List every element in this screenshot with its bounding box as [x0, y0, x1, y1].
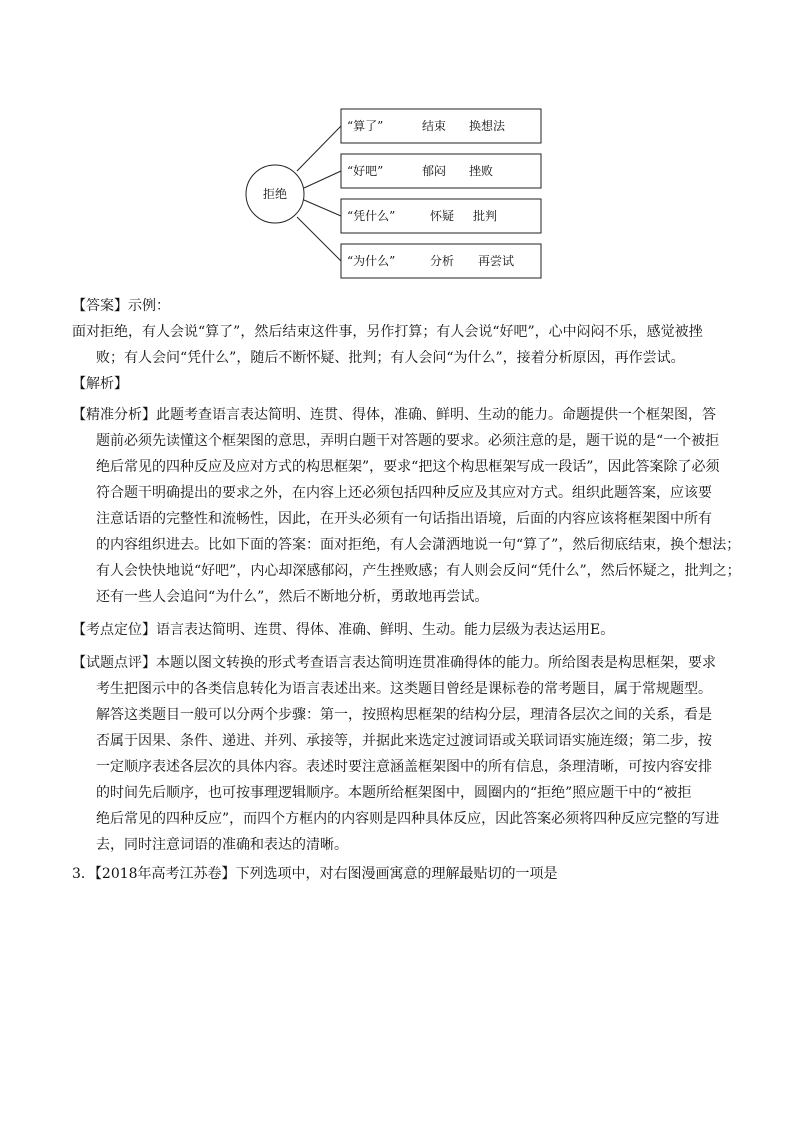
reaction-box-3	[341, 199, 541, 233]
precise-analysis-line: 题前必须先读懂这个框架图的意思，弄明白题干对答题的要求。必须注意的是，题干说的是“一个被拒	[96, 433, 720, 449]
precise-analysis-line: 符合题干明确提出的要求之外，在内容上还必须包括四种反应及其应对方式。组织此题答案，应该要	[96, 485, 712, 501]
answer-line: 败；有人会问“凭什么”，随后不断怀疑、批判；有人会问“为什么”，接着分析原因，再作尝试。	[96, 350, 685, 366]
reaction-box-1	[341, 109, 541, 143]
test-point-line: 【考点定位】语言表达简明、连贯、得体、准确、鲜明、生动。能力层级为表达运用E。	[72, 622, 615, 638]
svg-text:郁闷: 郁闷	[422, 164, 447, 178]
svg-text:挫败: 挫败	[469, 164, 494, 178]
precise-analysis-line: 注意话语的完整性和流畅性，因此，在开头必须有一句话指出语境，后面的内容应该将框架图中所有	[96, 511, 712, 527]
answer-label-tail: 示例：	[128, 298, 170, 314]
svg-text:再尝试: 再尝试	[478, 254, 515, 268]
comment-first-line: 【试题点评】本题以图文转换的形式考查语言表达简明连贯准确得体的能力。所给图表是构思框架，要求	[72, 655, 716, 671]
framework-diagram	[0, 0, 794, 290]
connector-line	[304, 200, 341, 216]
comment-line: 一定顺序表述各层次的具体内容。表述时要注意涵盖框架图中的所有信息，条理清晰，可按内容安排	[96, 759, 712, 775]
precise-analysis-line: 绝后常见的四种反应及应对方式的构思框架”，要求“把这个构思框架写成一段话”，因此答案除了必须	[96, 459, 720, 475]
comment-line: 解答这类题目一般可以分两个步骤：第一，按照构思框架的结构分层，理清各层次之间的关系，看是	[96, 707, 712, 723]
connector-line	[297, 217, 341, 261]
comment-line: 考生把图示中的各类信息转化为语言表述出来。这类题目曾经是课标卷的常考题目，属于常规题型。	[96, 681, 712, 697]
svg-text:结束: 结束	[422, 119, 447, 133]
svg-text:“为什么”: “为什么”	[347, 254, 396, 268]
svg-text:“算了”: “算了”	[347, 119, 384, 133]
precise-analysis-line: 有人会快快地说“好吧”，内心却深感郁闷，产生挫败感；有人则会反问“凭什么”，然后怀疑之，批判之；	[96, 563, 741, 579]
svg-text:换想法: 换想法	[469, 119, 506, 133]
answer-line: 面对拒绝，有人会说“算了”，然后结束这件事，另作打算；有人会说“好吧”，心中闷闷不乐，感觉被挫	[72, 324, 703, 340]
question-number: 3．	[72, 866, 95, 882]
svg-text:怀疑: 怀疑	[430, 209, 455, 223]
precise-analysis-first-line: 【精准分析】此题考查语言表达简明、连贯、得体，准确、鲜明、生动的能力。命题提供一个框架图，答	[72, 407, 716, 423]
svg-text:分析: 分析	[430, 254, 455, 268]
reaction-box-4	[341, 244, 541, 278]
precise-analysis-label: 【精准分析】	[72, 407, 156, 423]
comment-line: 去，同时注意词语的准确和表达的清晰。	[96, 837, 348, 853]
comment-line: 绝后常见的四种反应”，而四个方框内的内容则是四种具体反应，因此答案必须将四种反应完整的写进	[96, 811, 720, 827]
question-text: 下列选项中，对右图漫画寓意的理解最贴切的一项是	[235, 866, 558, 882]
svg-text:“凭什么”: “凭什么”	[347, 209, 396, 223]
reaction-box-2	[341, 154, 541, 188]
precise-analysis-line: 的内容组织进去。比如下面的答案：面对拒绝，有人会潇洒地说一句“算了”，然后彻底结束，换个想法；	[96, 537, 741, 553]
center-label: 拒绝	[262, 187, 288, 201]
precise-analysis-line: 还有一些人会追问“为什么”，然后不断地分析，勇敢地再尝试。	[96, 589, 489, 605]
comment-line: 否属于因果、条件、递进、并列、承接等，并据此来选定过渡词语或关联词语实施连缀；第二步，按	[96, 733, 712, 749]
svg-text:“好吧”: “好吧”	[347, 164, 384, 178]
svg-text:批判: 批判	[473, 209, 498, 223]
answer-heading	[72, 296, 170, 316]
answer-label: 【答案】	[72, 298, 128, 314]
question-3	[72, 864, 558, 884]
connector-line	[304, 171, 341, 188]
analysis-heading: 【解析】	[72, 376, 128, 392]
comment-line: 的时间先后顺序，也可按事理逻辑顺序。本题所给框架图中，圆圈内的“拒绝”照应题干中的“被拒	[96, 785, 692, 801]
comment-label: 【试题点评】	[72, 655, 156, 671]
connector-line	[297, 126, 341, 171]
test-point-label: 【考点定位】	[72, 622, 156, 638]
question-source-label: 【2018年高考江苏卷】	[94, 866, 236, 882]
